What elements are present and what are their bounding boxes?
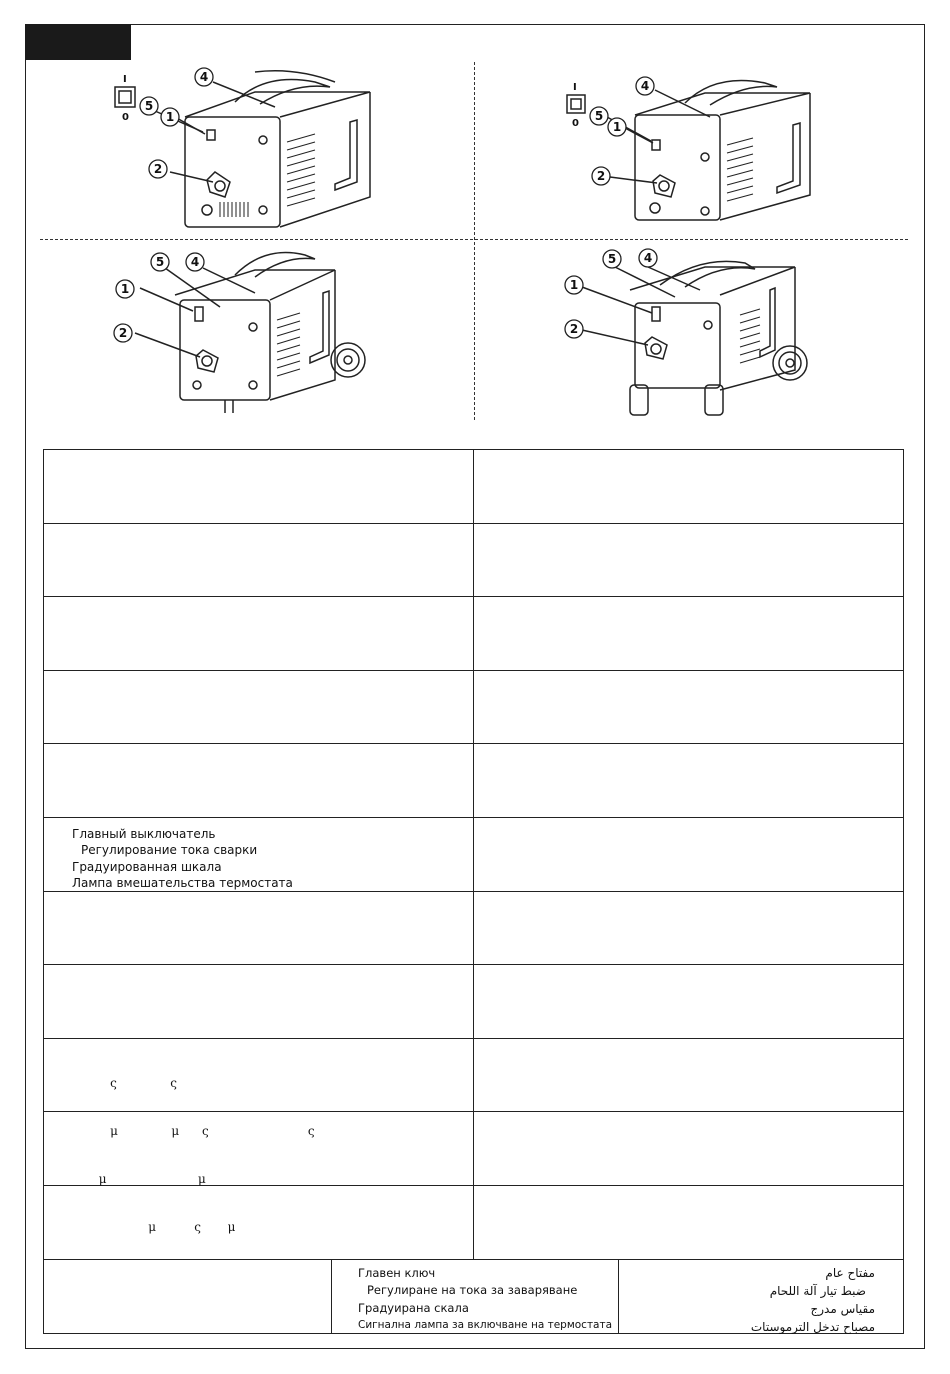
legend-item-scale-bg: Градуирана скала <box>358 1300 469 1315</box>
table-row <box>44 671 903 745</box>
table-cell <box>474 965 903 1038</box>
welder-figure-bottom-left <box>105 245 375 420</box>
legend-item-scale-ar: مقياس مدرج <box>810 1301 875 1316</box>
legend-item-main-switch: Главный выключатель <box>72 826 216 841</box>
legend-cell-russian <box>44 818 474 891</box>
legend-item-thermostat-lamp: Лампа вмешательства термостата <box>72 875 293 890</box>
callout-2: 2 <box>153 162 163 176</box>
callout-4-c: 4 <box>190 255 200 269</box>
switch-on-mark-2: I <box>573 82 577 93</box>
table-row <box>44 818 903 892</box>
header-black-tab <box>25 24 131 60</box>
legend-item-thermostat-lamp-bg: Сигнална лампа за включване на термостата <box>358 1319 613 1332</box>
figure-divider-horizontal <box>40 239 908 240</box>
legend-greek-line: μ μ <box>72 1171 206 1186</box>
legend-item-current-adjust-bg: Регулиране на тока за заваряване <box>367 1283 578 1298</box>
callout-1-d: 1 <box>569 278 579 292</box>
switch-off-mark-2: 0 <box>572 118 579 129</box>
legend-cell-arabic <box>619 1260 903 1334</box>
table-row <box>44 450 903 524</box>
callout-5-c: 5 <box>155 255 165 269</box>
callout-2-d: 2 <box>569 322 579 336</box>
table-row <box>44 597 903 671</box>
table-cell <box>474 1112 903 1185</box>
table-cell <box>474 744 903 817</box>
callout-4-d: 4 <box>643 251 653 265</box>
table-cell <box>474 1186 903 1259</box>
legend-item-main-switch-ar: مفتاح عام <box>825 1265 875 1280</box>
table-row <box>44 744 903 818</box>
callout-4-b: 4 <box>640 79 650 93</box>
callout-1-c: 1 <box>120 282 130 296</box>
table-row <box>44 1039 903 1234</box>
table-cell <box>474 671 903 744</box>
table-cell <box>474 1039 903 1112</box>
callout-1: 1 <box>165 110 175 124</box>
table-cell <box>44 744 474 817</box>
legend-item-thermostat-lamp-ar: مصباح تدخل الترموستات <box>750 1319 875 1334</box>
table-cell <box>474 818 903 891</box>
legend-item-current-adjust-ar: ضبط تيار آلة اللحام <box>769 1283 866 1298</box>
switch-off-mark: 0 <box>122 112 129 123</box>
legend-cell-bulgarian <box>332 1260 619 1334</box>
table-row <box>44 524 903 598</box>
welder-figure-top-right <box>555 65 825 230</box>
table-cell <box>44 597 474 670</box>
callout-2-c: 2 <box>118 326 128 340</box>
table-cell <box>474 892 903 965</box>
table-cell <box>44 965 474 1038</box>
legend-table <box>43 449 904 1334</box>
table-cell <box>474 524 903 597</box>
table-cell <box>474 450 903 523</box>
table-cell <box>44 1260 332 1334</box>
table-cell <box>44 892 474 965</box>
callout-4: 4 <box>199 70 209 84</box>
callout-1-b: 1 <box>612 120 622 134</box>
table-row <box>44 965 903 1039</box>
welder-figure-bottom-right <box>560 245 850 420</box>
table-row <box>44 1186 903 1260</box>
callout-5-d: 5 <box>607 252 617 266</box>
switch-on-mark: I <box>123 74 127 85</box>
callout-2-b: 2 <box>596 169 606 183</box>
table-cell <box>44 1112 474 1185</box>
legend-greek-line: μ ς μ <box>72 1219 236 1234</box>
table-cell <box>44 1186 474 1259</box>
welder-figure-top-left <box>95 62 385 237</box>
figure-divider-vertical <box>474 62 475 420</box>
table-cell <box>44 671 474 744</box>
callout-5-b: 5 <box>594 109 604 123</box>
legend-item-scale: Градуированная шкала <box>72 859 222 874</box>
table-row <box>44 1260 903 1334</box>
callout-5: 5 <box>144 99 154 113</box>
table-cell <box>44 450 474 523</box>
legend-item-current-adjust: Регулирование тока сварки <box>81 843 258 858</box>
legend-item-main-switch-bg: Главен ключ <box>358 1265 436 1280</box>
table-cell <box>474 597 903 670</box>
table-row <box>44 1112 903 1186</box>
table-row <box>44 892 903 966</box>
table-cell <box>44 524 474 597</box>
legend-greek-line: μ μ ς ς <box>72 1123 315 1138</box>
legend-greek-line: ς ς <box>72 1075 177 1090</box>
legend-cell-greek <box>44 1039 474 1234</box>
